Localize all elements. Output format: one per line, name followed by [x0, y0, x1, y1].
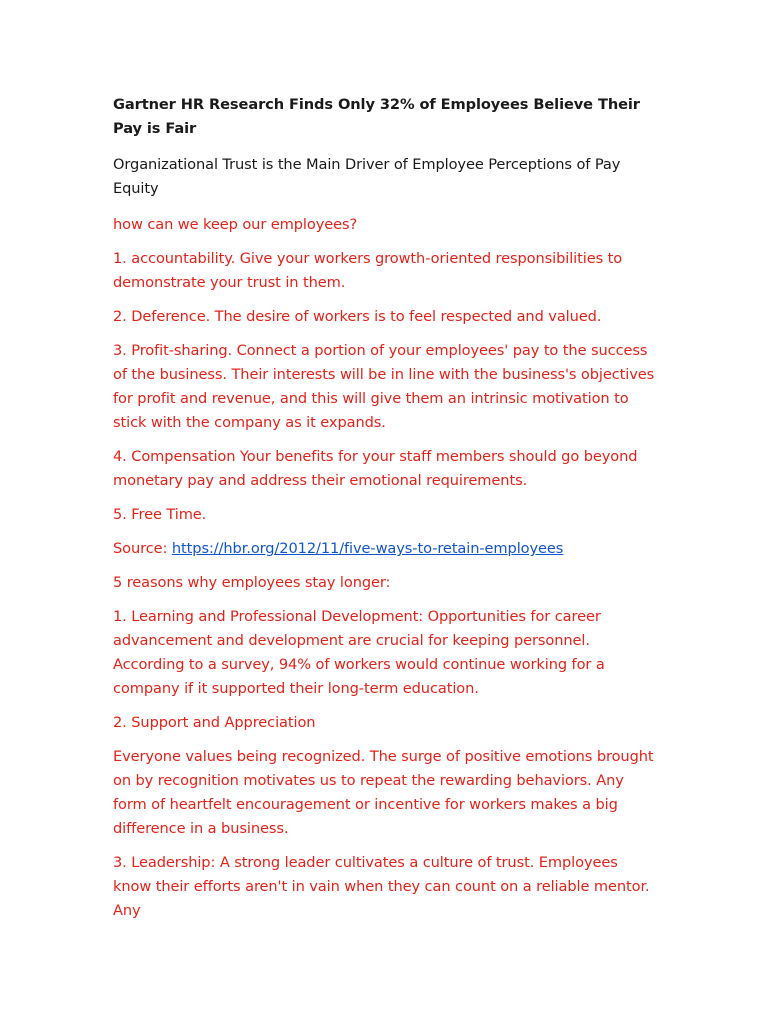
retention-item-accountability: 1. accountability. Give your workers growth-oriented responsibilities to demonstrate your trust in them. [113, 250, 623, 291]
retention-item-free-time: 5. Free Time. [113, 506, 207, 523]
retention-question: how can we keep our employees? [113, 216, 358, 233]
retention-item-deference: 2. Deference. The desire of workers is to feel respected and valued. [113, 308, 602, 325]
source-link[interactable]: https://hbr.org/2012/11/five-ways-to-retain-employees [171, 540, 564, 557]
reason-recognition-paragraph: Everyone values being recognized. The surge of positive emotions brought on by recognition motivates us to repeat the rewarding behaviors. Any form of heartfelt encouragement or incentive for workers makes a big difference in a business. [113, 748, 654, 837]
document-subtitle: Organizational Trust is the Main Driver of Employee Perceptions of Pay Equity [113, 156, 621, 197]
source-line [113, 537, 658, 561]
source-label: Source: [113, 540, 172, 557]
reason-leadership: 3. Leadership: A strong leader cultivates a culture of trust. Employees know their efforts aren't in vain when they can count on a reliable mentor. Any [113, 854, 650, 919]
retention-item-compensation: 4. Compensation Your benefits for your staff members should go beyond monetary pay and address their emotional requirements. [113, 448, 638, 489]
retention-item-profit-sharing: 3. Profit-sharing. Connect a portion of your employees' pay to the success of the business. Their interests will be in line with the business's objectives for profit and revenue, and this will give them an intrinsic motivation to stick with the company as it expands. [113, 342, 655, 431]
document-title: Gartner HR Research Finds Only 32% of Employees Believe Their Pay is Fair [113, 96, 640, 137]
reason-learning-development: 1. Learning and Professional Development: Opportunities for career advancement and development are crucial for keeping personnel. According to a survey, 94% of workers would continue working for a company if it supported their long-term education. [113, 608, 605, 697]
reasons-heading: 5 reasons why employees stay longer: [113, 574, 391, 591]
reason-support-appreciation: 2. Support and Appreciation [113, 714, 316, 731]
